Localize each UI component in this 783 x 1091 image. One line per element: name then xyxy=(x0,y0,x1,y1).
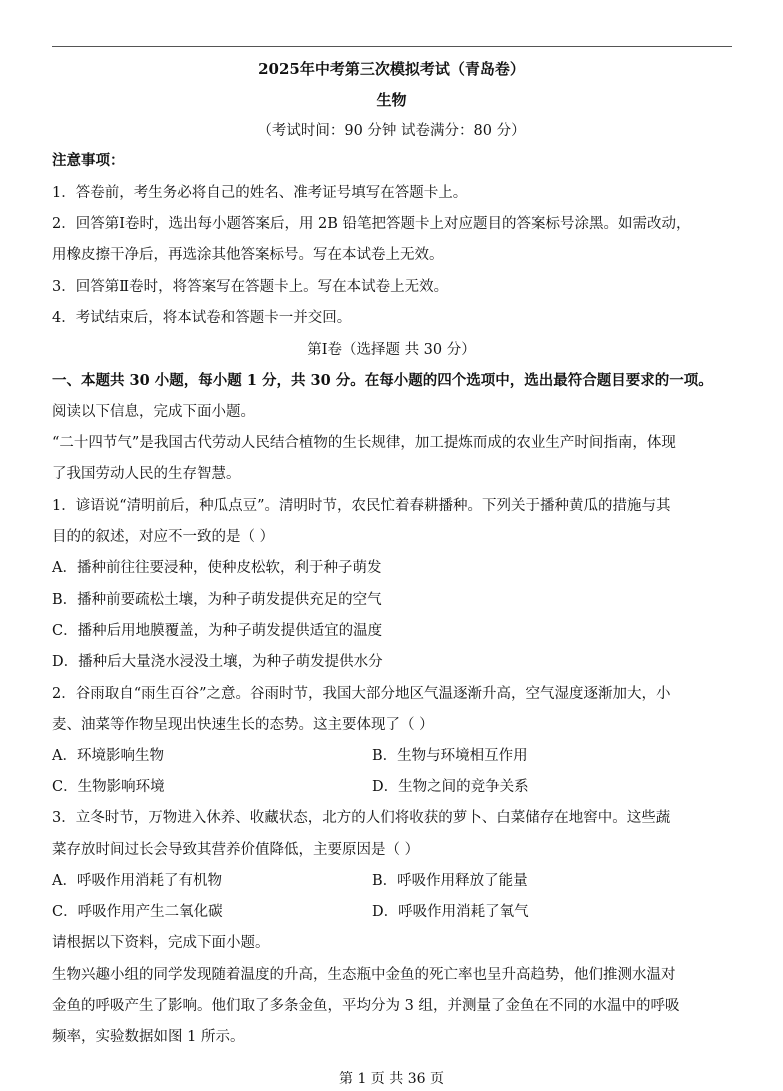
notice-item: 4．考试结束后，将本试卷和答题卡一并交回。 xyxy=(52,310,352,326)
question-3-options-row xyxy=(52,871,742,891)
question-1-option-c: C．播种后用地膜覆盖，为种子萌发提供适宜的温度 xyxy=(52,623,383,639)
notice-item: 2．回答第Ⅰ卷时，选出每小题答案后，用 2B 铅笔把答题卡上对应题目的答案标号涂黑。如需改动， xyxy=(52,216,691,232)
passage-line: “二十四节气”是我国古代劳动人民结合植物的生长规律，加工提炼而成的农业生产时间指南，体现 xyxy=(52,435,676,451)
exam-title: 2025年中考第三次模拟考试（青岛卷） xyxy=(258,60,525,78)
question-3-option-a: A．呼吸作用消耗了有机物 xyxy=(52,873,222,889)
question-1-stem: 1．谚语说“清明前后，种瓜点豆”。清明时节，农民忙着春耕播种。下列关于播种黄瓜的措施与其 xyxy=(52,498,671,514)
question-2-option-c: C．生物影响环境 xyxy=(52,779,165,795)
question-2-option-a: A．环境影响生物 xyxy=(52,748,164,764)
question-2-options-row xyxy=(52,746,742,766)
notice-item: 1．答卷前，考生务必将自己的姓名、准考证号填写在答题卡上。 xyxy=(52,185,468,201)
passage-line: 了我国劳动人民的生存智慧。 xyxy=(52,466,241,482)
question-3-option-c: C．呼吸作用产生二氧化碳 xyxy=(52,904,223,920)
page-number: 第 1 页 共 36 页 xyxy=(339,1071,444,1087)
material-intro: 请根据以下资料，完成下面小题。 xyxy=(52,935,270,951)
reading-intro: 阅读以下信息，完成下面小题。 xyxy=(52,404,255,420)
question-1-stem: 目的的叙述，对应不一致的是（ ） xyxy=(52,529,275,545)
section-title: 第Ⅰ卷（选择题 共 30 分） xyxy=(307,342,476,358)
exam-info: （考试时间：90 分钟 试卷满分：80 分） xyxy=(257,123,526,139)
notice-item: 用橡皮擦干净后，再选涂其他答案标号。写在本试卷上无效。 xyxy=(52,247,444,263)
question-1-option-d: D．播种后大量浇水浸没土壤，为种子萌发提供水分 xyxy=(52,654,383,670)
section-instruction: 一、本题共 30 小题，每小题 1 分，共 30 分。在每小题的四个选项中，选出最符合题目要求的一项。 xyxy=(52,372,713,389)
header-rule xyxy=(52,46,732,47)
material-passage-line: 生物兴趣小组的同学发现随着温度的升高，生态瓶中金鱼的死亡率也呈升高趋势，他们推测水温对 xyxy=(52,967,676,983)
question-2-option-b: B．生物与环境相互作用 xyxy=(372,748,528,764)
question-1-option-a: A．播种前往往要浸种，使种皮松软，利于种子萌发 xyxy=(52,560,382,576)
question-2-stem: 2．谷雨取自“雨生百谷”之意。谷雨时节，我国大部分地区气温逐渐升高，空气湿度逐渐加大，小 xyxy=(52,686,671,702)
question-3-option-d: D．呼吸作用消耗了氧气 xyxy=(372,904,529,920)
material-passage-line: 频率，实验数据如图 1 所示。 xyxy=(52,1029,245,1045)
question-2-option-d: D．生物之间的竞争关系 xyxy=(372,779,529,795)
notice-heading: 注意事项： xyxy=(52,152,125,169)
material-passage-line: 金鱼的呼吸产生了影响。他们取了多条金鱼，平均分为 3 组，并测量了金鱼在不同的水温中的呼吸 xyxy=(52,998,680,1014)
notice-item: 3．回答第Ⅱ卷时，将答案写在答题卡上。写在本试卷上无效。 xyxy=(52,279,449,295)
question-3-option-b: B．呼吸作用释放了能量 xyxy=(372,873,528,889)
question-1-option-b: B．播种前要疏松土壤，为种子萌发提供充足的空气 xyxy=(52,592,382,608)
question-2-options-row xyxy=(52,777,742,797)
question-2-stem: 麦、油菜等作物呈现出快速生长的态势。这主要体现了（ ） xyxy=(52,717,434,733)
question-3-stem: 菜存放时间过长会导致其营养价值降低，主要原因是（ ） xyxy=(52,842,420,858)
question-3-stem: 3．立冬时节，万物进入休养、收藏状态，北方的人们将收获的萝卜、白菜储存在地窖中。这些蔬 xyxy=(52,810,671,826)
subject-title: 生物 xyxy=(376,91,407,109)
question-3-options-row xyxy=(52,902,742,922)
